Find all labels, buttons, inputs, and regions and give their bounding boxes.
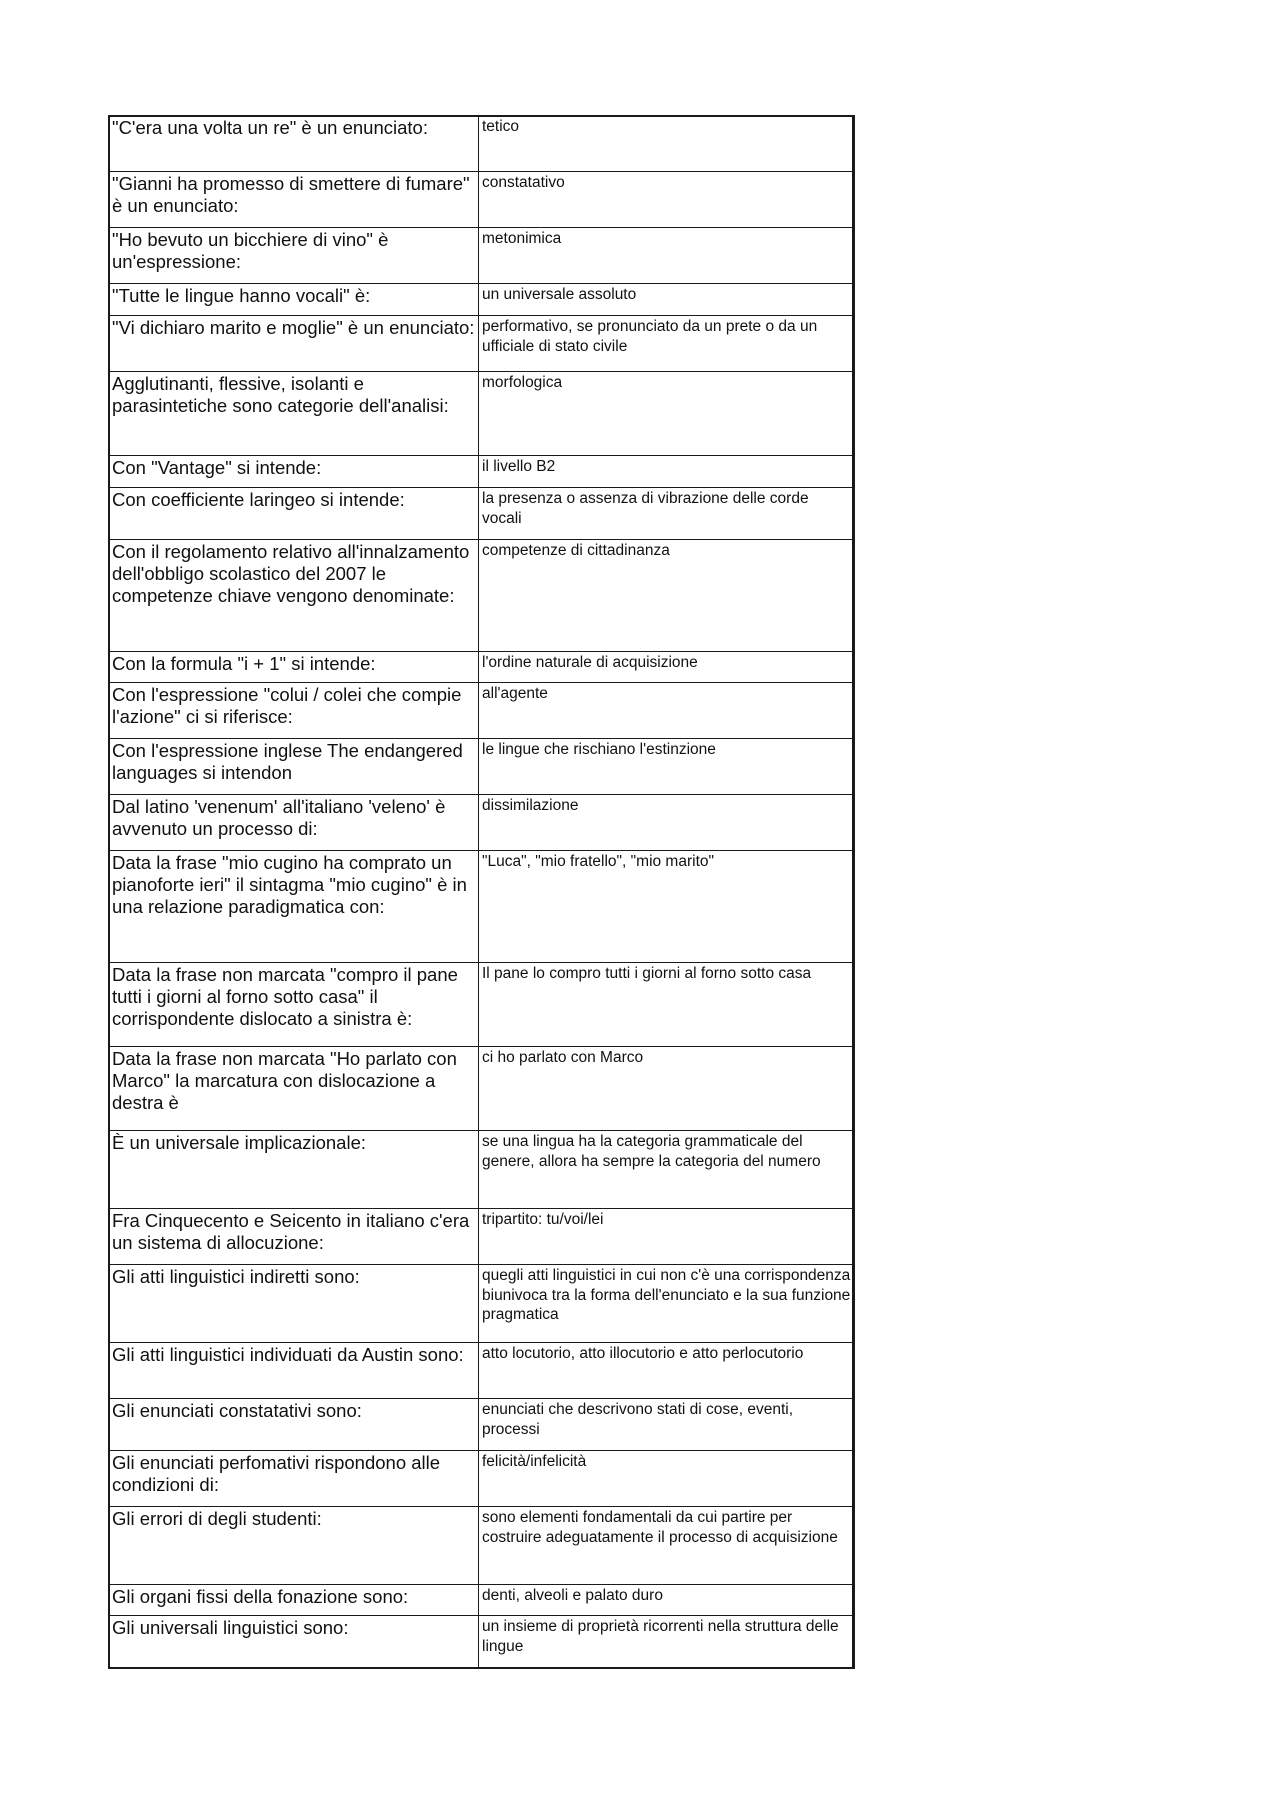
answer-cell: enunciati che descrivono stati di cose, eventi, processi: [479, 1399, 855, 1451]
table-row: [109, 963, 855, 1047]
question-cell: È un universale implicazionale:: [109, 1131, 479, 1209]
table-row: [109, 683, 855, 739]
answer-cell: un insieme di proprietà ricorrenti nella struttura delle lingue: [479, 1616, 855, 1669]
question-cell: Con la formula "i + 1" si intende:: [109, 652, 479, 683]
question-cell: Con l'espressione "colui / colei che compie l'azione" ci si riferisce:: [109, 683, 479, 739]
table-row: [109, 652, 855, 683]
answer-cell: ci ho parlato con Marco: [479, 1047, 855, 1131]
question-cell: Agglutinanti, flessive, isolanti e parasintetiche sono categorie dell'analisi:: [109, 372, 479, 456]
qa-table-body: [109, 116, 855, 1669]
table-row: [109, 284, 855, 316]
table-row: [109, 316, 855, 372]
answer-cell: tetico: [479, 116, 855, 172]
table-row: [109, 1451, 855, 1507]
question-cell: Gli errori di degli studenti:: [109, 1507, 479, 1585]
table-row: [109, 739, 855, 795]
table-row: [109, 851, 855, 963]
table-row: [109, 1209, 855, 1265]
table-row: [109, 172, 855, 228]
question-cell: Data la frase non marcata "Ho parlato con Marco" la marcatura con dislocazione a destra è: [109, 1047, 479, 1131]
answer-cell: atto locutorio, atto illocutorio e atto perlocutorio: [479, 1343, 855, 1399]
table-row: [109, 372, 855, 456]
question-cell: Gli enunciati constatativi sono:: [109, 1399, 479, 1451]
answer-cell: il livello B2: [479, 456, 855, 488]
answer-cell: Il pane lo compro tutti i giorni al forno sotto casa: [479, 963, 855, 1047]
table-row: [109, 540, 855, 652]
question-cell: Con "Vantage" si intende:: [109, 456, 479, 488]
question-cell: Con coefficiente laringeo si intende:: [109, 488, 479, 540]
answer-cell: un universale assoluto: [479, 284, 855, 316]
answer-cell: competenze di cittadinanza: [479, 540, 855, 652]
answer-cell: tripartito: tu/voi/lei: [479, 1209, 855, 1265]
table-row: [109, 1585, 855, 1616]
answer-cell: metonimica: [479, 228, 855, 284]
question-cell: Data la frase "mio cugino ha comprato un pianoforte ieri" il sintagma "mio cugino" è in una relazione paradigmatica con:: [109, 851, 479, 963]
question-cell: "Tutte le lingue hanno vocali" è:: [109, 284, 479, 316]
answer-cell: se una lingua ha la categoria grammaticale del genere, allora ha sempre la categoria del numero: [479, 1131, 855, 1209]
answer-cell: dissimilazione: [479, 795, 855, 851]
qa-table: [108, 115, 855, 1669]
answer-cell: l'ordine naturale di acquisizione: [479, 652, 855, 683]
table-row: [109, 488, 855, 540]
answer-cell: felicità/infelicità: [479, 1451, 855, 1507]
answer-cell: performativo, se pronunciato da un prete o da un ufficiale di stato civile: [479, 316, 855, 372]
table-row: [109, 228, 855, 284]
question-cell: Con il regolamento relativo all'innalzamento dell'obbligo scolastico del 2007 le competenze chiave vengono denominate:: [109, 540, 479, 652]
table-row: [109, 1343, 855, 1399]
table-row: [109, 1399, 855, 1451]
answer-cell: "Luca", "mio fratello", "mio marito": [479, 851, 855, 963]
question-cell: Con l'espressione inglese The endangered languages si intendon: [109, 739, 479, 795]
answer-cell: quegli atti linguistici in cui non c'è una corrispondenza biunivoca tra la forma dell'enunciato e la sua funzione pragmatica: [479, 1265, 855, 1343]
table-row: [109, 1047, 855, 1131]
question-cell: "Vi dichiaro marito e moglie" è un enunciato:: [109, 316, 479, 372]
table-row: [109, 1616, 855, 1669]
answer-cell: constatativo: [479, 172, 855, 228]
answer-cell: denti, alveoli e palato duro: [479, 1585, 855, 1616]
table-row: [109, 1507, 855, 1585]
question-cell: Gli enunciati perfomativi rispondono alle condizioni di:: [109, 1451, 479, 1507]
answer-cell: all'agente: [479, 683, 855, 739]
question-cell: Gli atti linguistici indiretti sono:: [109, 1265, 479, 1343]
question-cell: Dal latino 'venenum' all'italiano 'veleno' è avvenuto un processo di:: [109, 795, 479, 851]
question-cell: "Ho bevuto un bicchiere di vino" è un'espressione:: [109, 228, 479, 284]
question-cell: "Gianni ha promesso di smettere di fumare" è un enunciato:: [109, 172, 479, 228]
question-cell: Gli atti linguistici individuati da Austin sono:: [109, 1343, 479, 1399]
table-row: [109, 116, 855, 172]
table-row: [109, 456, 855, 488]
question-cell: Data la frase non marcata "compro il pane tutti i giorni al forno sotto casa" il corrispondente dislocato a sinistra è:: [109, 963, 479, 1047]
table-row: [109, 1131, 855, 1209]
table-row: [109, 795, 855, 851]
question-cell: "C'era una volta un re" è un enunciato:: [109, 116, 479, 172]
question-cell: Gli organi fissi della fonazione sono:: [109, 1585, 479, 1616]
answer-cell: morfologica: [479, 372, 855, 456]
question-cell: Fra Cinquecento e Seicento in italiano c'era un sistema di allocuzione:: [109, 1209, 479, 1265]
table-row: [109, 1265, 855, 1343]
question-cell: Gli universali linguistici sono:: [109, 1616, 479, 1669]
answer-cell: sono elementi fondamentali da cui partire per costruire adeguatamente il processo di acquisizione: [479, 1507, 855, 1585]
answer-cell: le lingue che rischiano l'estinzione: [479, 739, 855, 795]
answer-cell: la presenza o assenza di vibrazione delle corde vocali: [479, 488, 855, 540]
